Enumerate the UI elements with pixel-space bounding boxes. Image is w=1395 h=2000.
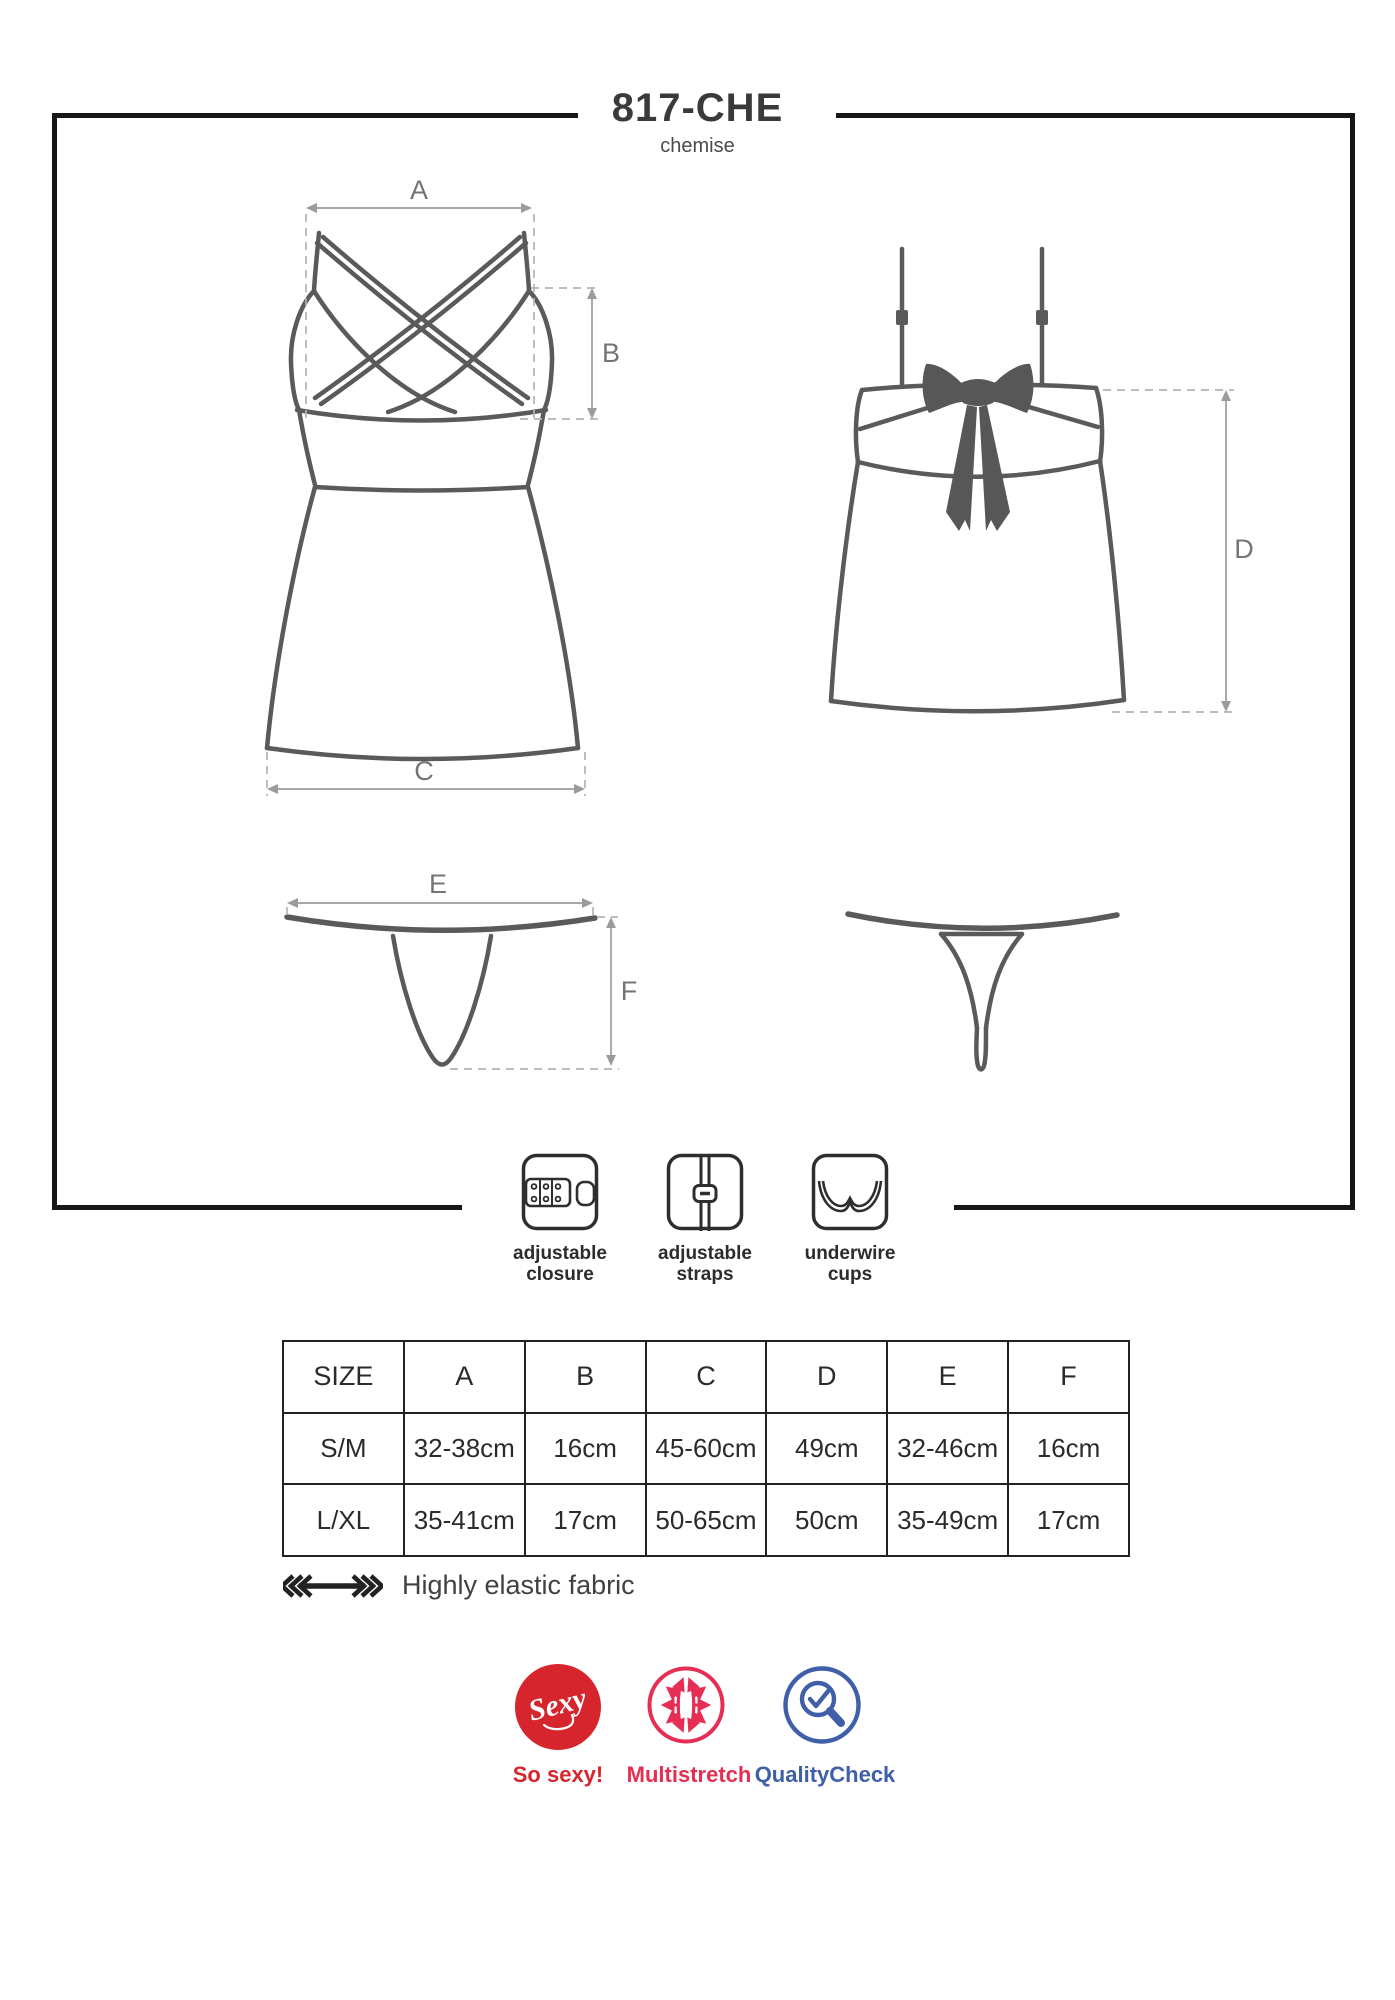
feature-label-line1: adjustable [658, 1243, 752, 1264]
value-cell: 16cm [525, 1413, 646, 1485]
chemise-front-drawing [267, 233, 578, 759]
feature-label-adjustable-straps [630, 1243, 780, 1285]
value-cell: 17cm [525, 1484, 646, 1556]
value-cell: 45-60cm [646, 1413, 767, 1485]
dimension-label-f: F [620, 976, 638, 1006]
dimension-label-a: A [409, 175, 429, 205]
so-sexy-badge-label: So sexy! [512, 1762, 604, 1787]
page-title: 817-CHE [611, 86, 784, 130]
size-table-header: C [646, 1341, 767, 1413]
size-table-header: SIZE [283, 1341, 404, 1413]
bow-ribbon [923, 364, 1034, 531]
feature-label-line2: cups [827, 1264, 873, 1285]
dimension-label-d: D [1234, 534, 1254, 564]
sexy-script-text: Sexy [525, 1681, 590, 1728]
feature-label-line2: closure [526, 1264, 594, 1285]
size-table [282, 1340, 1130, 1557]
size-table-header: D [766, 1341, 887, 1413]
elastic-fabric-note: Highly elastic fabric [402, 1570, 635, 1600]
size-cell: S/M [283, 1413, 404, 1485]
value-cell: 17cm [1008, 1484, 1129, 1556]
quality-check-badge-label: QualityCheck [754, 1762, 896, 1787]
table-row [283, 1413, 1129, 1485]
value-cell: 35-41cm [404, 1484, 525, 1556]
feature-label-line2: straps [676, 1264, 734, 1285]
value-cell: 32-46cm [887, 1413, 1008, 1485]
underwire-cups-icon [810, 1152, 890, 1232]
chemise-back-drawing [831, 249, 1124, 711]
value-cell: 50-65cm [646, 1484, 767, 1556]
dimension-label-e: E [428, 869, 448, 899]
feature-label-line1: adjustable [513, 1243, 607, 1264]
thong-back-drawing [848, 914, 1117, 1070]
adjustable-closure-icon [520, 1152, 600, 1232]
size-cell: L/XL [283, 1484, 404, 1556]
table-row [283, 1484, 1129, 1556]
size-table-header: E [887, 1341, 1008, 1413]
stretch-arrow-icon [283, 1572, 383, 1600]
dimension-label-b: B [601, 338, 621, 368]
dimension-label-c: C [414, 756, 434, 786]
size-table-header-row [283, 1341, 1129, 1413]
size-table-header: F [1008, 1341, 1129, 1413]
feature-label-adjustable-closure [485, 1243, 635, 1285]
feature-label-underwire-cups [775, 1243, 925, 1285]
size-table-header: B [525, 1341, 646, 1413]
size-table-header: A [404, 1341, 525, 1413]
multistretch-badge-icon [646, 1665, 726, 1745]
value-cell: 49cm [766, 1413, 887, 1485]
thong-front-drawing [287, 917, 595, 1065]
multistretch-badge-label: Multistretch [626, 1762, 752, 1787]
value-cell: 35-49cm [887, 1484, 1008, 1556]
value-cell: 50cm [766, 1484, 887, 1556]
so-sexy-badge-icon [514, 1663, 602, 1751]
back-dimensions [1103, 390, 1254, 712]
page-subtitle: chemise [660, 135, 735, 157]
value-cell: 16cm [1008, 1413, 1129, 1485]
adjustable-straps-icon [665, 1152, 745, 1232]
quality-check-badge-icon [782, 1665, 862, 1745]
feature-label-line1: underwire [804, 1243, 896, 1264]
value-cell: 32-38cm [404, 1413, 525, 1485]
